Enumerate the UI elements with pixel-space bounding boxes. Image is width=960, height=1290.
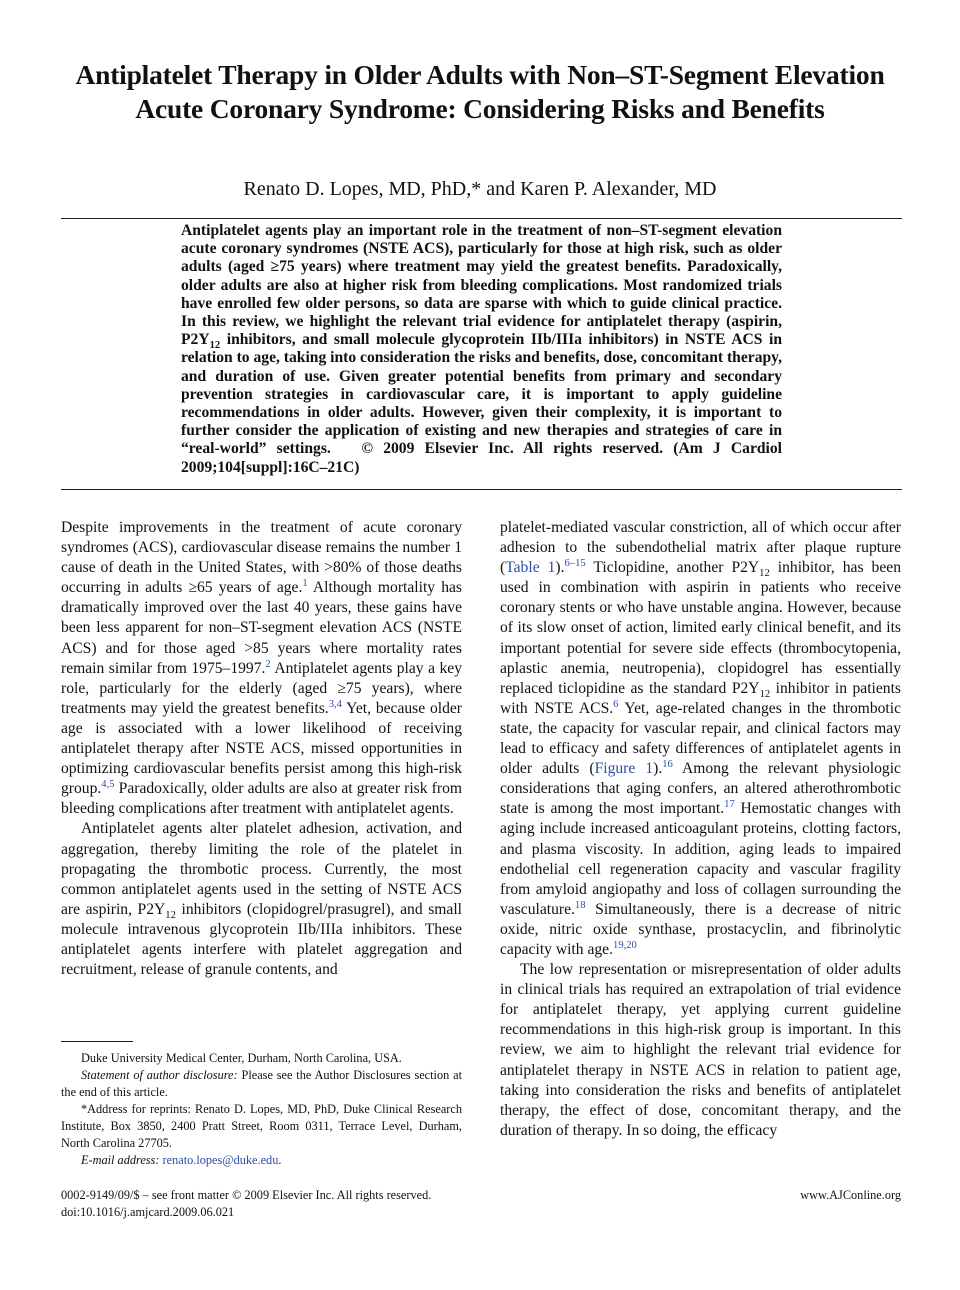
journal-info	[61, 1187, 431, 1221]
abstract-bottom-rule	[61, 489, 902, 490]
affiliation-note: Duke University Medical Center, Durham, North Carolina, USA.	[81, 1051, 402, 1065]
abstract: Antiplatelet agents play an important role in the treatment of non–ST-segment elevation acute coronary syndromes (NSTE ACS), particularly for those at high risk, such as older adults (aged ≥75 years) where treatment may yield the greatest benefits. Paradoxically, older adults are also at higher risk from bleeding complications. Most randomized trials have enrolled few older persons, so data are sparse with which to guide clinical practice. In this review, we highlight the relevant trial evidence for antiplatelet therapy (aspirin, $P2Y_{12}$ inhibitors, and small molecule glycoprotein IIb/IIIa inhibitors) in NSTE ACS in relation to age, taking into consideration the risks and benefits, dose, concomitant therapy, and duration of use. Given greater potential benefits from primary and secondary prevention strategies in cardiovascular care, it is important to apply guideline recommendations in older adults. However, given their complexity, it is important to further consider the application of existing and new therapies and strategies of care in “real-world” settings. © 2009 Elsevier Inc. All rights reserved. (Am J Cardiol 2009;104[suppl]:16C–21C)	[181, 222, 783, 476]
doi-line[interactable]: doi:10.1016/j.amjcard.2009.06.021	[61, 1205, 235, 1219]
table-1-link[interactable]: Table 1	[505, 559, 556, 577]
email-note: E-mail address: renato.lopes@duke.edu.	[81, 1153, 282, 1167]
body-column-right	[500, 518, 901, 1141]
intro-paragraph-2: Antiplatelet agents alter platelet adhesion, activation, and aggregation, thereby limiting the role of the platelet in propagating the thrombotic process. Currently, the most common antiplatelet agents used in the setting of NSTE ACS are aspirin, $P2Y_{12}$ inhibitors (clopidogrel/prasugrel), and small molecule intravenous glycoprotein IIb/IIIa inhibitors. These antiplatelet agents interfere with platelet aggregation and recruitment, release of granule contents, and	[61, 820, 462, 979]
email-link[interactable]: renato.lopes@duke.edu	[162, 1153, 279, 1167]
abstract-citation: (Am J Cardiol 2009;104[suppl]:16C–21C)	[181, 440, 783, 476]
citation-link[interactable]: 18	[574, 899, 586, 911]
reprint-address-note: *Address for reprints: Renato D. Lopes, MD, PhD, Duke Clinical Research Institute, Box 3850, 2400 Pratt Street, Room 0311, Terrace Level, Durham, North Carolina 27705.	[61, 1102, 462, 1150]
article-title: Antiplatelet Therapy in Older Adults with Non–ST-Segment Elevation Acute Coronary Syndrome: Considering Risks and Benefits	[75, 59, 885, 124]
citation-link[interactable]: 17	[724, 799, 735, 811]
citation-link[interactable]: 4,5	[101, 779, 115, 791]
footnotes	[61, 1050, 462, 1169]
intro-paragraph-1: Despite improvements in the treatment of acute coronary syndromes (ACS), cardiovascular disease remains the number 1 cause of death in the United States, with >80% of those deaths occurring in adults ≥65 years of age.$^1$ Although mortality has dramatically improved over the last 40 years, these gains have been less apparent for non–ST-segment elevation ACS (NSTE ACS) and for those aged >85 years where mortality rates remain similar from 1975–1997.$^2$ Antiplatelet agents play a key role, particularly for the elderly (aged ≥75 years), where treatments may yield the greatest benefits.$^{3,4}$ Yet, because older age is associated with a lower likelihood of receiving antiplatelet therapy after NSTE ACS, missed opportunities in optimizing cardiovascular benefits persist among this high-risk group.$^{4,5}$ Paradoxically, older adults are also at greater risk from bleeding complications after treatment with antiplatelet agents.	[61, 519, 462, 818]
issn-line: 0002-9149/09/$ – see front matter © 2009 Elsevier Inc. All rights reserved.	[61, 1188, 432, 1202]
body-paragraph-continued: platelet-mediated vascular constriction, all of which occur after adhesion to the subendothelial matrix after plaque rupture (Table 1).$^{6-15}$ Ticlopidine, another $P2Y_{12}$ inhibitor, has been used in combination with aspirin in patients who receive coronary stents or who have unstable angina. However, because of its slow onset of action, limited early clinical benefit, and its important potential for severe side effects (thrombocytopenia, aplastic anemia, neutropenia), clopidogrel has essentially replaced ticlopidine as the standard $P2Y_{12}$ inhibitor in patients with NSTE ACS.$^6$ Yet, age-related changes in the thrombotic state, the capacity for vascular repair, and clinical factors may lead to efficacy and safety differences of antiplatelet agents in older adults (Figure 1).$^{16}$ Among the relevant physiologic considerations that aging confers, an altered atherothrombotic state is among the most important.$^{17}$ Hemostatic changes with aging include increased anticoagulant proteins, clotting factors, and plasma viscosity. In addition, aging leads to impaired endothelial cell regeneration capacity and vascular fragility from amyloid angiopathy and loss of collagen surrounding the vasculature.$^{18}$ Simultaneously, there is a decrease of nitric oxide, nitric oxide synthase, prostacyclin, and fibrinolytic capacity with age.$^{19,20}$	[500, 519, 901, 958]
disclosure-note: Statement of author disclosure: Please see the Author Disclosures section at the end of this article.	[61, 1068, 463, 1099]
citation-link[interactable]: 3,4	[328, 698, 342, 710]
journal-website[interactable]: www.AJConline.org	[800, 1188, 901, 1202]
author-list: Renato D. Lopes, MD, PhD,* and Karen P. Alexander, MD	[243, 178, 717, 200]
citation-link[interactable]: 19,20	[613, 939, 637, 951]
abstract-top-rule	[61, 218, 902, 219]
abstract-copyright: © 2009 Elsevier Inc. All rights reserved.	[361, 440, 664, 458]
body-column-left	[61, 518, 462, 980]
citation-link[interactable]: 1	[302, 578, 308, 590]
body-paragraph-review-aim: The low representation or misrepresentation of older adults in clinical trials has required an extrapolation of trial evidence for antiplatelet therapy, yet applying current guideline recommendations in this high-risk group is important. In this review, we aim to highlight the relevant trial evidence for antiplatelet therapy in NSTE ACS in relation to patient age, taking into consideration the risks and benefits of antiplatelet therapy, the effect of dose, concomitant therapy, and the duration of therapy. In so doing, the efficacy	[500, 961, 901, 1139]
figure-1-link[interactable]: Figure 1	[594, 760, 654, 778]
footnote-rule	[61, 1041, 133, 1042]
citation-link[interactable]: 2	[265, 658, 271, 670]
citation-link[interactable]: 16	[662, 758, 673, 770]
citation-link[interactable]: 6–15	[564, 558, 586, 569]
citation-link[interactable]: 6	[613, 698, 619, 710]
